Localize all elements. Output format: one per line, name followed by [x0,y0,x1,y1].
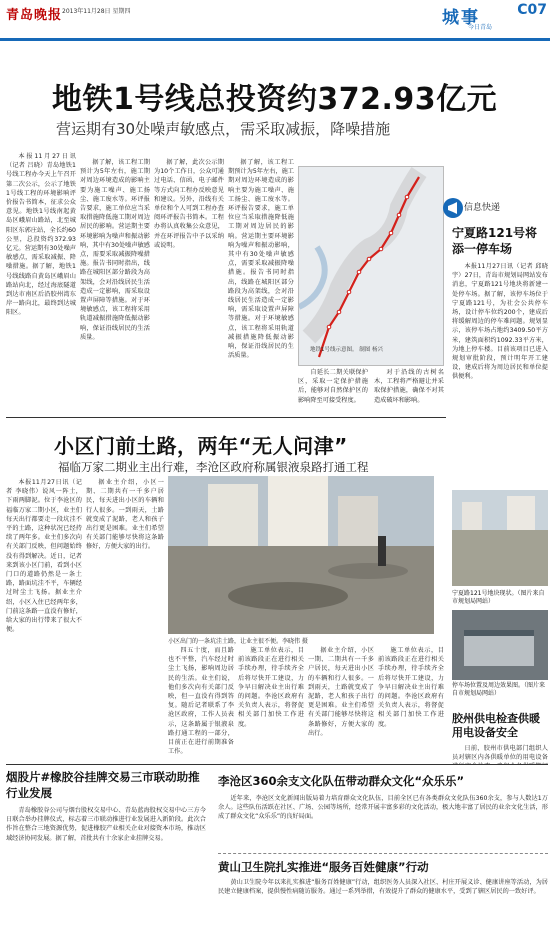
section2-headline: 小区门前土路，两年“无人问津” [54,434,348,458]
map-under-right [374,368,444,408]
section-name: 城事 [442,8,480,28]
article-text: 施工单位表示，目前该路段正在进行相关手续办理，待手续齐全后将尽快开工建设，力争早日解决业主出行难的问题。李沧区政府有关负责人表示，将督促相关部门加快工作进度。 [378,647,444,728]
section2-col-5 [308,646,374,756]
metro-line-map [298,166,444,366]
main-subhead: 营运期有30处噪声敏感点，需采取减振，降噪措施 [56,120,391,138]
section2-col-2 [86,478,164,753]
article-text: 自延长二期关联保护区，采取一定保护措施后，能够对自然保护区的影响降至可接受程度。 [298,369,368,404]
photo-caption: 小区出门的一条坑洼土路，让业主很不便。李晓伟 摄 [168,638,308,645]
article-text: 据业主介绍，小区一期、二期共有一千多户居民，每天进出小区的车辆和行人很多。一到雨天，土路就变成了泥路，老人和孩子出行更是困难。业主们希望有关部门能够尽快将这条路修好，方便大家的出行。 [86,479,164,551]
section-sub: 今日青岛 [467,24,492,31]
article-text: 日前，胶州市供电部门组织人员对辖区内各供暖单位的用电设备 [452,745,548,762]
issue-date: 2013年11月28日 星期四 [62,8,131,15]
masthead-rule [0,38,550,41]
masthead [0,0,550,38]
dashed-divider [218,853,548,854]
side-body-2 [452,744,548,764]
side-headline-2: 胶州供电检查供暖用电设备安全 [452,712,540,739]
article-text: 近年来，李沧区文化新闻出版局着力培育群众文化队伍，目前全区已有各类群众文化队伍360余支，参与人数达1万余人。这些队伍活跃在社区、广场、公园等场所，经常开展丰富多彩的文化活动，极大地丰富了居民的业余文化生活，形成了群众文化“众乐乐”的良好局面。 [218,795,548,821]
bottom-mid-headline-1: 李沧区360余支文化队伍带动群众文化“众乐乐” [218,774,465,788]
section2-col-1 [6,478,82,753]
newspaper-logo: 青岛晚报 [6,8,63,23]
article-text: 青岛橡胶谷公司与烟台股权交易中心、青岛蓝海股权交易中心三方今日联合举办挂牌仪式，标志着三市联动推进行业发展进入新阶段。此次合作旨在整合三地资源优势，促进橡胶产业相关企业对接资本市场，推动区域经济协同发展。据了解，首批共有十余家企业挂牌交易。 [6,807,206,842]
bottom-mid-body-2 [218,878,548,936]
page-number: C07 [517,2,547,18]
article-text: 对于沿线的古树名木，工程将严格避让并采取保护措施，确保不对其造成破坏和影响。 [374,369,444,404]
article-text: 四五十度，而且路也不平整，汽车经过时尘土飞扬，影响周边居民的生活。业主们说，他们多次向有关部门反映，但一直没有得到答复。随后记者联系了李沧区政府，工作人员表示，这条路属于银液泉路打通工程的一部分，目前正在进行前期准备工作。 [168,647,234,756]
article-text: 据业主介绍，小区一期、二期共有一千多户居民，每天进出小区的车辆和行人很多。一到雨天，土路就变成了泥路，老人和孩子出行更是困难。业主们希望有关部门能够尽快将这条路修好，方便大家的出行。 [308,647,374,737]
section2-subhead: 福临万家二期业主出行难，李沧区政府称属银液泉路打通工程 [58,460,369,474]
side-headline: 宁夏路121号将添一停车场 [452,226,538,256]
section2-col-4 [238,646,304,756]
map-caption: 地铁1号线示意图。 制图 杨兴 [310,347,383,353]
main-col-3 [154,158,224,408]
news-photo [168,476,434,634]
bottom-left-body [6,806,206,934]
article-text: 据了解，该工程工期预计为5年左右，施工期对周边环境造成的影响主要为施工噪声、施工扬尘、施工废水等。环评报告要求，施工单位应当采取措施降低施工期对周边居民的影响。营运期主要环境影响为噪声和振动影响，其中有30处噪声敏感点，需要采取减振降噪措施。报告书同时指出，线路在城阳区部分路段为高架线，会对沿线居民生活造成一定影响，需采取设置声屏障等措施。对于环境敏感点，该工程将采用轨道减振措施降低振动影响，保证沿线居民的生活质量。 [80,159,150,341]
photo-caption: 停车场位置及周边效果图。（图片来自市规划局网站） [452,682,546,697]
info-tag: 信息快递 [464,203,501,213]
megaphone-icon [442,197,464,219]
article-text: 据了解，该工程工期预计为5年左右，施工期对周边环境造成的影响主要为施工噪声、施工扬尘、施工废水等。环评报告要求，施工单位应当采取措施降低施工期对周边居民的影响。营运期主要环境影响为噪声和振动影响，其中有30处噪声敏感点，需要采取减振降噪措施。报告书同时指出，线路在城阳区部分路段为高架线，会对沿线居民生活造成一定影响，需采取设置声屏障等措施。对于环境敏感点，该工程将采用轨道减振措施降低振动影响，保证沿线居民的生活质量。 [228,159,294,360]
main-headline: 地铁1号线总投资约372.93亿元 [52,82,498,117]
map-under-left [298,368,368,408]
article-text: 本报11月27日讯（记者 吕晓）青岛地铁1号线工程办今天上午召开第二次公示，公示了地铁1号线工程的环境影响评价报告书简本，征求公众意见。地铁1号线南起黄岛区峨眉山路站，北至城阳区东郭庄站，全长约60公里，总投资约372.93亿元。营运期有30处噪声敏感点，需采取减振、降噪措施。据了解，地铁1号线线路自黄岛区峨眉山路站向北，经过海底隧道到达市南区后沿胶州湾东岸一路向北，最终到达城阳区。 [6,153,76,317]
section2-col-6 [378,646,444,756]
article-text: 施工单位表示，目前该路段正在进行相关手续办理，待手续齐全后将尽快开工建设，力争早日解决业主出行难的问题。李沧区政府有关负责人表示，将督促相关部门加快工作进度。 [238,647,304,728]
site-photo [452,490,548,586]
bottom-mid-headline-2: 黄山卫生院扎实推进“服务百姓健康”行动 [218,860,429,874]
divider [6,417,446,418]
article-text: 本报11月27日讯（记者 邱晓宇）27日，青岛市规划局网站发布消息，宁夏路121号地块将新建一处停车场。据了解，该停车场位于宁夏路121号，为社会公共停车场，设计停车位约200个，建成后将缓解周边的停车难问题。规划显示，该停车场占地约3409.50平方米，建筑面积约1092.33平方米，为地上停车楼。目前该项目已进入规划审批阶段，预计明年开工建设，建成后将为周边居民和单位提供便利。 [452,263,548,381]
article-text: 黄山卫生院今年以来扎实推进“服务百姓健康”行动，组织医务人员深入社区、村庄开展义诊、健康讲座等活动，为居民建立健康档案，提供慢性病随访服务。通过一系列举措，有效提升了群众的健康水平，受到了辖区居民的一致好评。 [218,879,548,896]
side-body [452,262,548,420]
bottom-mid-body-1 [218,794,548,850]
main-col-4 [228,158,294,408]
bottom-left-headline: 烟股片#橡胶谷挂牌交易三市联动助推行业发展 [6,770,200,800]
main-col-2 [80,158,150,408]
main-col-1 [6,152,76,410]
article-text: 据了解，此次公示期为10个工作日，公众可通过电话、信函、电子邮件等方式向工程办反映意见和建议。另外，沿线有关单位和个人可到工程办查阅环评报告书简本。工程办将认真收集公众意见，并在环评报告中予以采纳或说明。 [154,159,224,249]
rendering-photo [452,610,548,680]
divider [6,764,548,765]
photo-caption: 宁夏路121号地块现状。（图片来自市规划局网站） [452,590,545,605]
map-graphic [299,167,444,366]
section2-col-3 [168,646,234,756]
article-text: 本报11月27日讯（记者 李晓伟）说风一阵土，下雨两脚泥。位于李沧区的福临万家二期小区，业主们每天出行都要走一段坑洼不平的土路，这种状况已经持续了两年多。业主们多次向有关部门反映，但问题始终没有得到解决。近日，记者来到该小区门前，看到小区门口的道路仍然是一条土路，路面坑洼不平，车辆经过时尘土飞扬。据业主介绍，小区入住已经两年多，门前这条路一直没有修好，给大家的出行带来了很大不便。 [6,479,82,634]
